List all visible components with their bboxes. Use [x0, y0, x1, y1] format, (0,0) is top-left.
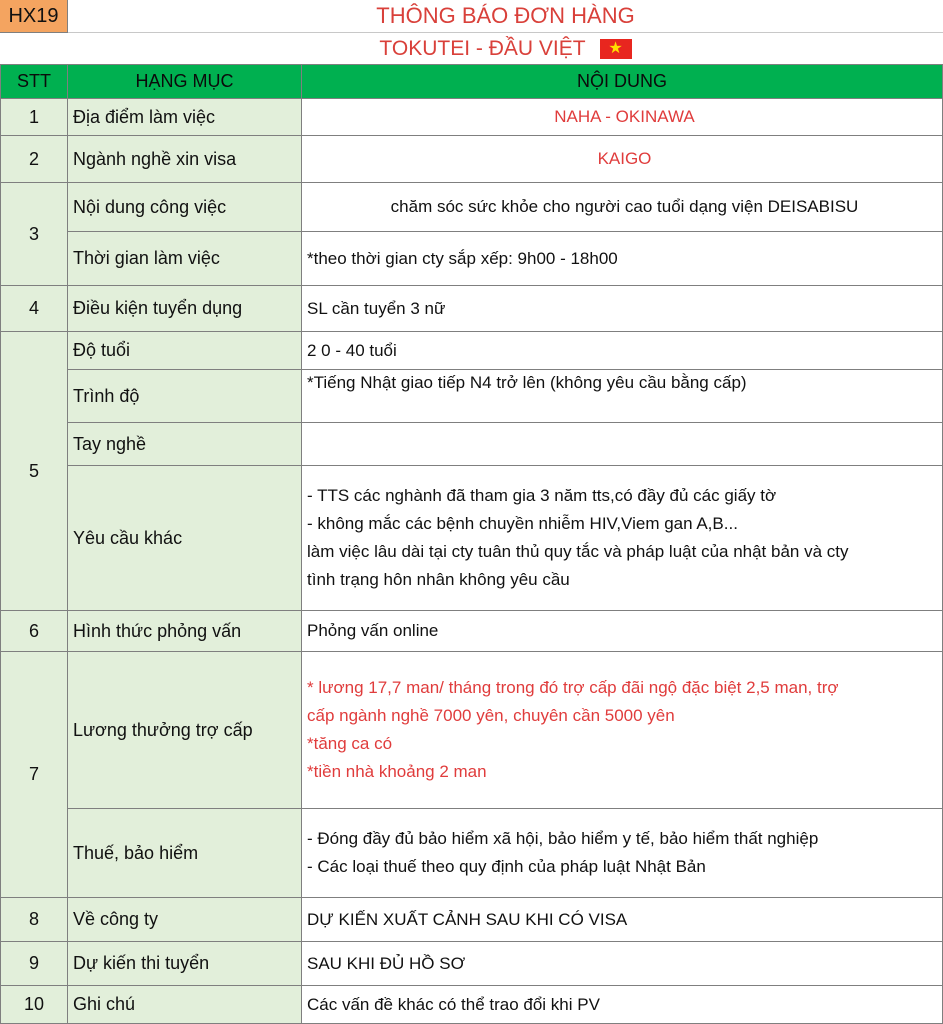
row-4-label: Điều kiện tuyển dụng [68, 286, 302, 332]
row-5-skill-label: Tay nghề [68, 423, 302, 466]
order-code-badge: HX19 [0, 0, 68, 33]
page-title: THÔNG BÁO ĐƠN HÀNG [68, 0, 943, 33]
row-1-value: NAHA - OKINAWA [302, 99, 943, 136]
row-5-age-label: Độ tuổi [68, 332, 302, 370]
vietnam-flag-icon [600, 39, 632, 59]
salary-line: *tăng ca có [307, 734, 393, 753]
row-3a-value: chăm sóc sức khỏe cho người cao tuổi dạng viện DEISABISU [302, 183, 943, 232]
row-7-stt: 7 [0, 652, 68, 898]
row-10-label: Ghi chú [68, 986, 302, 1024]
row-6-stt: 6 [0, 611, 68, 652]
row-9-value: SAU KHI ĐỦ HỒ SƠ [302, 942, 943, 986]
other-requirement-line: - không mắc các bệnh chuyền nhiễm HIV,Viem gan A,B... [307, 514, 738, 533]
row-3b-value: *theo thời gian cty sắp xếp: 9h00 - 18h00 [302, 232, 943, 286]
row-2-stt: 2 [0, 136, 68, 183]
other-requirement-line: tình trạng hôn nhân không yêu cầu [307, 570, 570, 589]
row-5-skill-value [302, 423, 943, 466]
row-7-salary-label: Lương thưởng trợ cấp [68, 652, 302, 809]
other-requirement-line: - TTS các nghành đã tham gia 3 năm tts,có đầy đủ các giấy tờ [307, 486, 777, 505]
row-8-value: DỰ KIẾN XUẤT CẢNH SAU KHI CÓ VISA [302, 898, 943, 942]
subtitle-text: TOKUTEI - ĐẦU VIỆT [379, 36, 586, 60]
row-5-age-value: 2 0 - 40 tuổi [302, 332, 943, 370]
row-4-stt: 4 [0, 286, 68, 332]
row-6-label: Hình thức phỏng vấn [68, 611, 302, 652]
tax-line: - Các loại thuế theo quy định của pháp luật Nhật Bản [307, 857, 706, 876]
row-10-value: Các vấn đề khác có thể trao đổi khi PV [302, 986, 943, 1024]
row-6-value: Phỏng vấn online [302, 611, 943, 652]
row-5-other-label: Yêu cầu khác [68, 466, 302, 611]
column-header-content: NỘI DUNG [302, 64, 943, 99]
row-1-stt: 1 [0, 99, 68, 136]
tax-line: - Đóng đầy đủ bảo hiểm xã hội, bảo hiểm y tế, bảo hiểm thất nghiệp [307, 829, 819, 848]
row-9-stt: 9 [0, 942, 68, 986]
row-10-stt: 10 [0, 986, 68, 1024]
row-3b-label: Thời gian làm việc [68, 232, 302, 286]
row-3a-label: Nội dung công việc [68, 183, 302, 232]
row-7-tax-value [302, 809, 943, 898]
row-7-tax-label: Thuế, bảo hiểm [68, 809, 302, 898]
page-subtitle [68, 33, 943, 64]
row-8-stt: 8 [0, 898, 68, 942]
salary-line: cấp ngành nghề 7000 yên, chuyên cần 5000 yên [307, 706, 675, 725]
row-7-salary-value [302, 652, 943, 809]
row-8-label: Về công ty [68, 898, 302, 942]
row-9-label: Dự kiến thi tuyển [68, 942, 302, 986]
other-requirement-line: làm việc lâu dài tại cty tuân thủ quy tắc và pháp luật của nhật bản và cty [307, 542, 849, 561]
row-2-label: Ngành nghề xin visa [68, 136, 302, 183]
column-header-category: HẠNG MỤC [68, 64, 302, 99]
row-5-stt: 5 [0, 332, 68, 611]
column-header-stt: STT [0, 64, 68, 99]
row-2-value: KAIGO [302, 136, 943, 183]
row-5-other-value [302, 466, 943, 611]
row-4-value: SL cần tuyển 3 nữ [302, 286, 943, 332]
row-5-level-label: Trình độ [68, 370, 302, 423]
row-3-stt: 3 [0, 183, 68, 286]
salary-line: * lương 17,7 man/ tháng trong đó trợ cấp đãi ngộ đặc biệt 2,5 man, trợ [307, 678, 839, 697]
salary-line: *tiền nhà khoảng 2 man [307, 762, 487, 781]
row-5-level-value: *Tiếng Nhật giao tiếp N4 trở lên (không yêu cầu bằng cấp) [302, 370, 943, 423]
row-1-label: Địa điểm làm việc [68, 99, 302, 136]
